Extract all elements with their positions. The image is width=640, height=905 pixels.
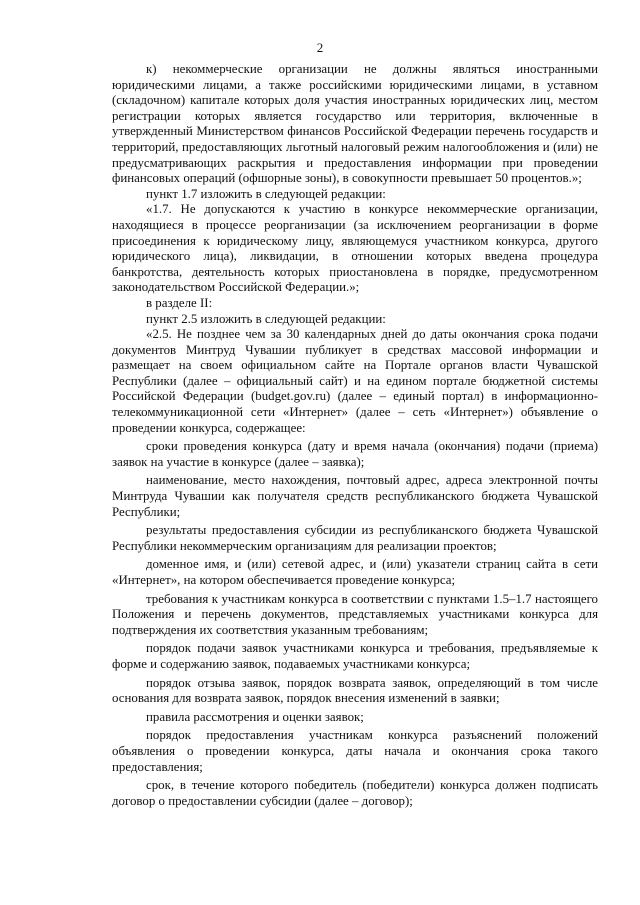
page-number: 2	[316, 40, 324, 55]
document-body	[112, 62, 598, 809]
list-item-contract-deadline: срок, в течение которого победитель (победители) конкурса должен подписать договор о предоставлении субсидии (далее – договор);	[112, 778, 598, 808]
list-item-terms: сроки проведения конкурса (дату и время начала (окончания) подачи (приема) заявок на участие в конкурсе (далее – заявка);	[112, 439, 598, 469]
list-item-review-rules: правила рассмотрения и оценки заявок;	[146, 709, 364, 724]
paragraph-point-1-7: «1.7. Не допускаются к участию в конкурсе некоммерческие организации, находящиеся в процессе реорганизации (за исключением реорганизации в форме присоединения к юридическому лицу, являющемуся участником конкурса, другого юридического лица), ликвидации, в отношении которых введена процедура банкротства, деятельность которых приостановлена в порядке, предусмотренном законодательством Российской Федерации.»;	[112, 202, 598, 295]
paragraph-section-2: в разделе II:	[146, 295, 213, 310]
paragraph-amend-1-7-intro: пункт 1.7 изложить в следующей редакции:	[146, 186, 386, 201]
paragraph-point-2-5: «2.5. Не позднее чем за 30 календарных дней до даты окончания срока подачи документов Минтруд Чувашии публикует в средствах массовой информации и размещает на своем официальном сайте на Портале органов власти Чувашской Республики (далее – официальный сайт) и на едином портале бюджетной системы Российской Федерации (budget.gov.ru) (далее – единый портал) в информационно-телекоммуникационной сети «Интернет» (далее – сеть «Интернет») объявление о проведении конкурса, содержащее:	[112, 327, 598, 435]
list-item-name-address: наименование, место нахождения, почтовый адрес, адреса электронной почты Минтруда Чувашии как получателя средств республиканского бюджета Чувашской Республики;	[112, 473, 598, 519]
list-item-requirements: требования к участникам конкурса в соответствии с пунктами 1.5–1.7 настоящего Положения и перечень документов, представляемых участниками конкурса для подтверждения их соответствия указанным требованиям;	[112, 591, 598, 637]
list-item-withdrawal-order: порядок отзыва заявок, порядок возврата заявок, определяющий в том числе основания для возврата заявок, порядок внесения изменений в заявки;	[112, 675, 598, 706]
list-item-clarifications: порядок предоставления участникам конкурса разъяснений положений объявления о проведении конкурса, даты начала и окончания срока такого предоставления;	[112, 728, 598, 774]
paragraph-amend-2-5-intro: пункт 2.5 изложить в следующей редакции:	[146, 311, 386, 326]
list-item-results: результаты предоставления субсидии из республиканского бюджета Чувашской Республики некоммерческим организациям для реализации проектов;	[112, 523, 598, 553]
list-item-domain: доменное имя, и (или) сетевой адрес, и (или) указатели страниц сайта в сети «Интернет», на котором обеспечивается проведение конкурса;	[112, 557, 598, 587]
paragraph-item-k: к) некоммерческие организации не должны являться иностранными юридическими лицами, а также российскими юридическими лицами, в уставном (складочном) капитале которых доля участия иностранных юридических лиц, местом регистрации которых является государство или территория, включенные в утвержденный Министерством финансов Российской Федерации перечень государств и территорий, предоставляющих льготный налоговый режим налогообложения и (или) не предусматривающих раскрытия и предоставления информации при проведении финансовых операций (офшорные зоны), в совокупности превышает 50 процентов.»;	[112, 62, 598, 186]
list-item-submission-order: порядок подачи заявок участниками конкурса и требования, предъявляемые к форме и содержанию заявок, подаваемых участниками конкурса;	[112, 641, 598, 671]
